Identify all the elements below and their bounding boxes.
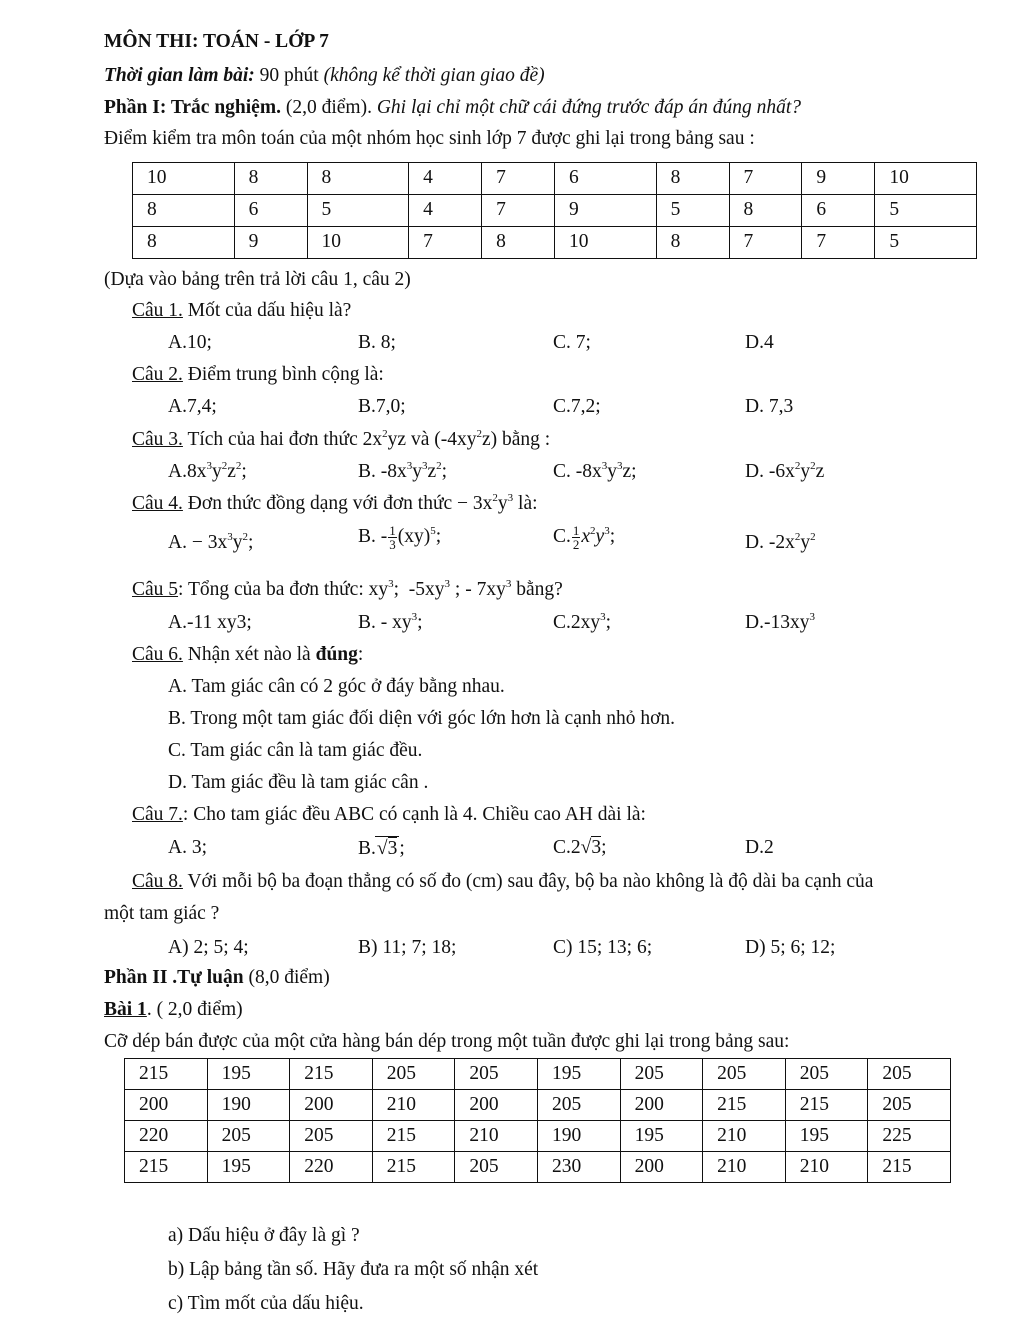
q6-option-b: B. Trong một tam giác đối diện với góc lớn hơn là cạnh nhỏ hơn. xyxy=(168,708,676,729)
table-row xyxy=(125,1152,951,1183)
table-cell: 4 xyxy=(409,195,482,227)
table-cell: 195 xyxy=(537,1059,620,1090)
table-cell: 8 xyxy=(133,195,235,227)
table-row xyxy=(125,1090,951,1121)
q3-option-b: B. $-8x^3y^3z^2$; xyxy=(358,460,448,482)
table-cell: 205 xyxy=(455,1059,538,1090)
q6-option-c: C. Tam giác cân là tam giác đều. xyxy=(168,740,423,761)
q1-option-d: D.4 xyxy=(745,332,774,353)
q4-option-c: C. $\frac{1}{2}$ $x^2y^3$; xyxy=(553,523,616,552)
scores-table xyxy=(132,162,977,259)
table-row xyxy=(133,227,977,259)
table-cell: 220 xyxy=(125,1121,208,1152)
q7-option-d: D.2 xyxy=(745,837,774,858)
q7-option-c: C.2√3; xyxy=(553,837,607,858)
q4-option-b: B. - $\frac{1}{3}$ (xy)$^5$; xyxy=(358,523,442,552)
table-cell: 10 xyxy=(875,163,977,195)
question-2: Câu 2. Điểm trung bình cộng là: xyxy=(132,364,384,385)
table-note: (Dựa vào bảng trên trả lời câu 1, câu 2) xyxy=(104,269,411,290)
table-cell: 6 xyxy=(234,195,307,227)
time-line: Thời gian làm bài: 90 phút (không kể thời gian giao đề) xyxy=(104,65,545,86)
table-cell: 210 xyxy=(703,1121,786,1152)
table-cell: 205 xyxy=(290,1121,373,1152)
table-cell: 210 xyxy=(703,1152,786,1183)
table-cell: 205 xyxy=(868,1059,951,1090)
q3-option-c: C. $-8x^3y^3z$; xyxy=(553,460,637,482)
table-cell: 5 xyxy=(875,227,977,259)
q1-option-b: B. 8; xyxy=(358,332,396,353)
table-cell: 205 xyxy=(703,1059,786,1090)
table-cell: 205 xyxy=(207,1121,290,1152)
table-cell: 205 xyxy=(620,1059,703,1090)
q8-option-c: C) 15; 13; 6; xyxy=(553,937,653,958)
q2-option-b: B.7,0; xyxy=(358,396,406,417)
table-cell: 9 xyxy=(554,195,656,227)
table-cell: 200 xyxy=(620,1152,703,1183)
table-cell: 195 xyxy=(207,1152,290,1183)
q8-option-a: A) 2; 5; 4; xyxy=(168,937,249,958)
q3-option-d: D. $-6x^2y^2z$ xyxy=(745,460,825,482)
table-cell: 230 xyxy=(537,1152,620,1183)
bai1-heading: Bài 1. ( 2,0 điểm) xyxy=(104,999,243,1020)
exam-title: MÔN THI: TOÁN - LỚP 7 xyxy=(104,31,329,52)
table-cell: 8 xyxy=(656,163,729,195)
table-cell: 205 xyxy=(372,1059,455,1090)
table-cell: 7 xyxy=(482,163,555,195)
table-cell: 215 xyxy=(868,1152,951,1183)
question-7: Câu 7.: Cho tam giác đều ABC có cạnh là 4. Chiều cao AH dài là: xyxy=(132,804,646,825)
q5-option-b: B. - $xy^3$; xyxy=(358,611,423,633)
question-5: Câu 5: Tổng của ba đơn thức: $xy^3$; $-5xy^3$ ; - $7xy^3$ bằng? xyxy=(132,578,563,600)
q8-option-b: B) 11; 7; 18; xyxy=(358,937,457,958)
table-cell: 9 xyxy=(802,163,875,195)
table-cell: 215 xyxy=(125,1059,208,1090)
table-cell: 6 xyxy=(802,195,875,227)
table-cell: 205 xyxy=(455,1152,538,1183)
table-cell: 10 xyxy=(133,163,235,195)
table-cell: 205 xyxy=(868,1090,951,1121)
q5-expr: $xy^3$; $-5xy^3$ ; - $7xy^3$ xyxy=(368,578,512,600)
table-row xyxy=(133,195,977,227)
table-cell: 215 xyxy=(290,1059,373,1090)
table-cell: 6 xyxy=(554,163,656,195)
table-cell: 5 xyxy=(656,195,729,227)
table-cell: 220 xyxy=(290,1152,373,1183)
table-cell: 195 xyxy=(207,1059,290,1090)
q2-option-d: D. 7,3 xyxy=(745,396,794,417)
table-row xyxy=(125,1059,951,1090)
q2-option-c: C.7,2; xyxy=(553,396,601,417)
table-cell: 4 xyxy=(409,163,482,195)
table-cell: 215 xyxy=(372,1121,455,1152)
q3-option-a: $A.8x^3y^2z^2$; xyxy=(168,460,247,482)
question-8: Câu 8. Với mỗi bộ ba đoạn thẳng có số đo (cm) sau đây, bộ ba nào không là độ dài ba cạnh của xyxy=(132,871,874,892)
table-cell: 7 xyxy=(482,195,555,227)
table-cell: 225 xyxy=(868,1121,951,1152)
bai1-intro: Cỡ dép bán được của một cửa hàng bán dép trong một tuần được ghi lại trong bảng sau: xyxy=(104,1031,790,1052)
q7-option-a: A. 3; xyxy=(168,837,207,858)
table-cell: 8 xyxy=(307,163,409,195)
part2-heading: Phần II .Tự luận (8,0 điểm) xyxy=(104,967,330,988)
table-cell: 190 xyxy=(537,1121,620,1152)
table-cell: 215 xyxy=(372,1152,455,1183)
table-cell: 215 xyxy=(703,1090,786,1121)
table-cell: 200 xyxy=(290,1090,373,1121)
question-4: Câu 4. Đơn thức đồng dạng với đơn thức − $3x^2y^3$ là: xyxy=(132,492,538,514)
table-cell: 7 xyxy=(409,227,482,259)
table-cell: 195 xyxy=(785,1121,868,1152)
q4-option-d: D. $-2x^2y^2$ xyxy=(745,531,816,553)
q1-option-a: A.10; xyxy=(168,332,212,353)
q8-option-d: D) 5; 6; 12; xyxy=(745,937,836,958)
table-cell: 7 xyxy=(729,163,802,195)
bai1-part-b: b) Lập bảng tần số. Hãy đưa ra một số nhận xét xyxy=(168,1259,539,1280)
table-cell: 205 xyxy=(785,1059,868,1090)
q4-expr: − $3x^2y^3$ xyxy=(457,492,514,514)
question-6: Câu 6. Nhận xét nào là đúng: xyxy=(132,644,364,665)
table-cell: 7 xyxy=(729,227,802,259)
bai1-part-c: c) Tìm mốt của dấu hiệu. xyxy=(168,1293,364,1314)
table-cell: 215 xyxy=(785,1090,868,1121)
part1-heading: Phần I: Trắc nghiệm. (2,0 điểm). Ghi lại chỉ một chữ cái đứng trước đáp án đúng nhất? xyxy=(104,97,801,118)
table-cell: 210 xyxy=(372,1090,455,1121)
table-cell: 190 xyxy=(207,1090,290,1121)
table-cell: 7 xyxy=(802,227,875,259)
table-cell: 210 xyxy=(785,1152,868,1183)
table-cell: 9 xyxy=(234,227,307,259)
q3-expr-1: $2x^2yz$ xyxy=(362,428,407,450)
q3-expr-2: $(-4xy^2z)$ xyxy=(434,428,498,450)
question-8-line2: một tam giác ? xyxy=(104,903,220,924)
q5-option-a: A.-11 xy3; xyxy=(168,612,252,633)
table-cell: 195 xyxy=(620,1121,703,1152)
table-cell: 205 xyxy=(537,1090,620,1121)
table-cell: 200 xyxy=(125,1090,208,1121)
table-cell: 210 xyxy=(455,1121,538,1152)
question-3: Câu 3. Tích của hai đơn thức $2x^2yz$ và $(-4xy^2z)$ bằng : xyxy=(132,428,551,450)
q5-option-c: $C.2xy^3$; xyxy=(553,611,612,633)
table-cell: 10 xyxy=(307,227,409,259)
q1-option-c: C. 7; xyxy=(553,332,591,353)
table-row xyxy=(125,1121,951,1152)
shoe-size-table xyxy=(124,1058,951,1183)
q5-option-d: $D.-13xy^3$ xyxy=(745,611,815,633)
q6-option-d: D. Tam giác đều là tam giác cân . xyxy=(168,772,429,793)
q2-option-a: A.7,4; xyxy=(168,396,217,417)
table-cell: 8 xyxy=(234,163,307,195)
table-cell: 200 xyxy=(620,1090,703,1121)
part1-intro: Điểm kiểm tra môn toán của một nhóm học sinh lớp 7 được ghi lại trong bảng sau : xyxy=(104,128,755,149)
table-cell: 8 xyxy=(656,227,729,259)
q4-option-a: A. − $3x^3y^2$; xyxy=(168,531,254,553)
table-cell: 8 xyxy=(133,227,235,259)
table-cell: 8 xyxy=(482,227,555,259)
table-cell: 215 xyxy=(125,1152,208,1183)
q7-option-b: B.√3 ; xyxy=(358,836,405,861)
table-cell: 10 xyxy=(554,227,656,259)
q6-option-a: A. Tam giác cân có 2 góc ở đáy bằng nhau. xyxy=(168,676,505,697)
table-cell: 200 xyxy=(455,1090,538,1121)
table-cell: 5 xyxy=(307,195,409,227)
bai1-part-a: a) Dấu hiệu ở đây là gì ? xyxy=(168,1225,360,1246)
question-1: Câu 1. Mốt của dấu hiệu là? xyxy=(132,300,352,321)
table-row xyxy=(133,163,977,195)
table-cell: 5 xyxy=(875,195,977,227)
table-cell: 8 xyxy=(729,195,802,227)
